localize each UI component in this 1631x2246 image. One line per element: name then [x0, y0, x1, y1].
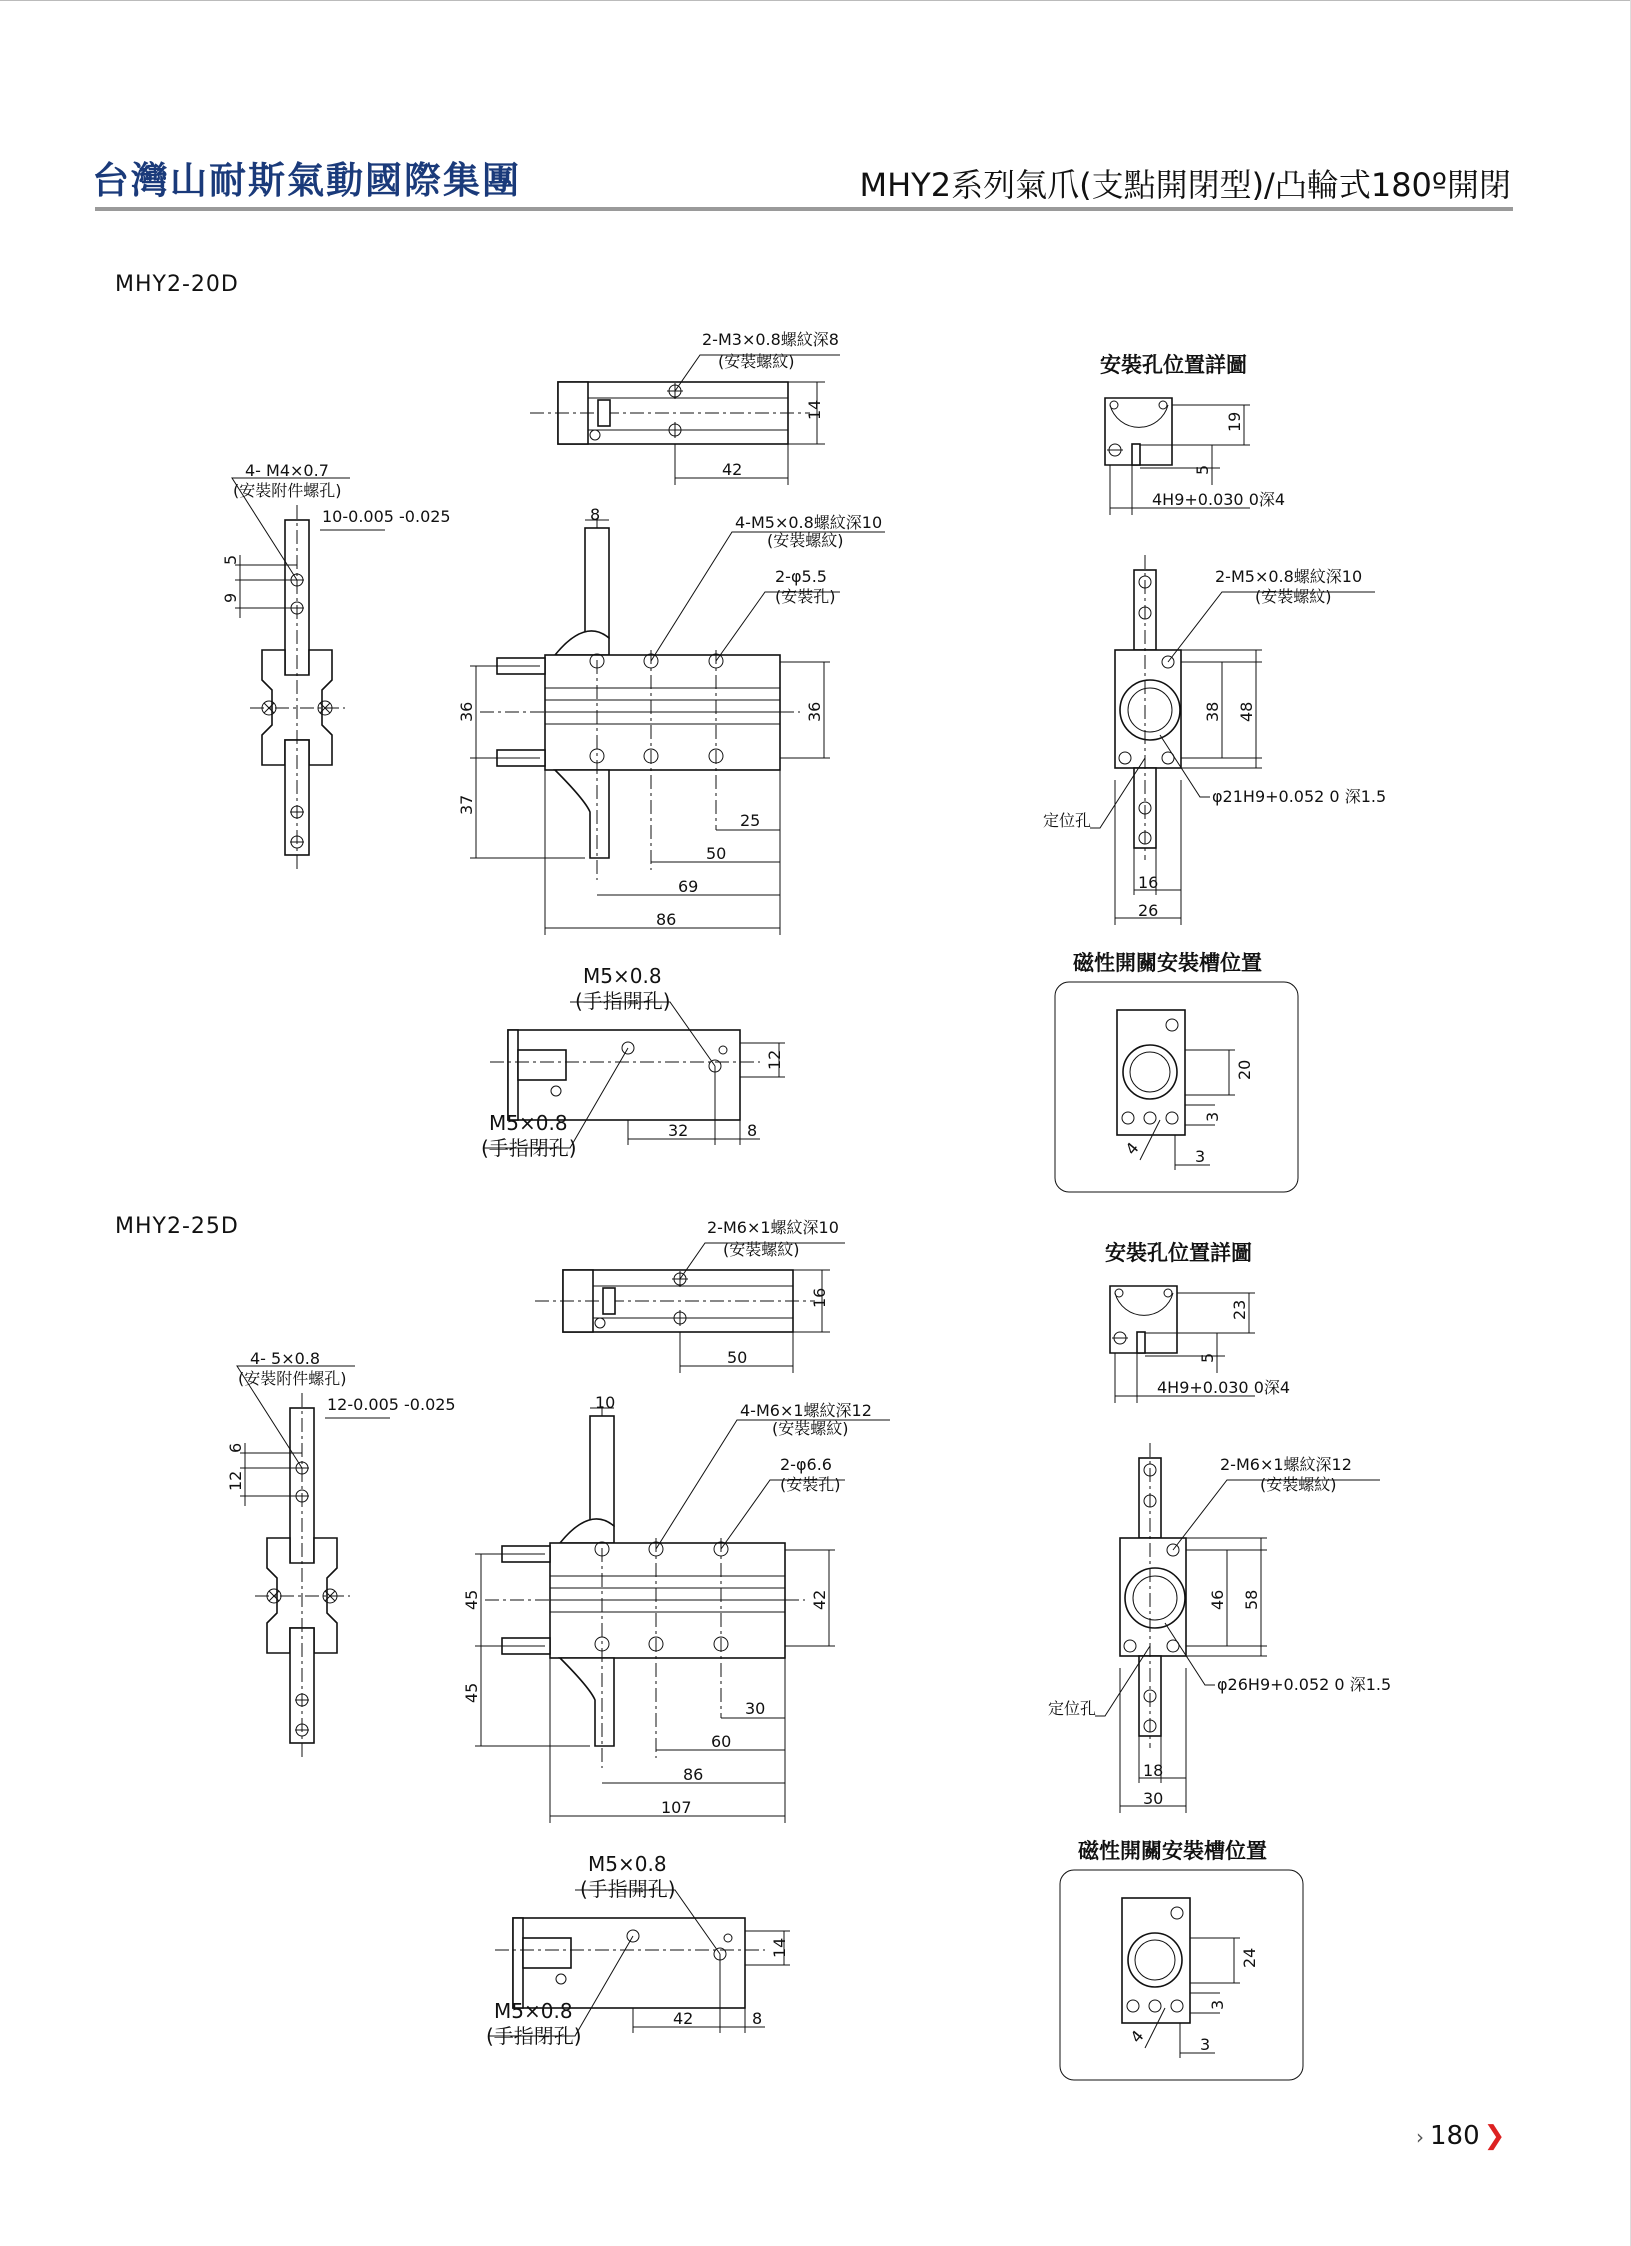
- top-view-thread-note-sub: (安裝螺紋): [723, 1240, 800, 1259]
- side-view-tolerance: 10-0.005 -0.025: [322, 507, 451, 526]
- top-view-thread-note: 2-M3×0.8螺紋深8: [702, 330, 839, 349]
- end-view-thread-note: 2-M5×0.8螺紋深10: [1215, 567, 1363, 586]
- front-view-dim-hr: 36: [805, 701, 824, 722]
- end-view-dim-16: 16: [1138, 873, 1159, 892]
- front-view-dim-b: 50: [706, 844, 727, 863]
- top-view-height-dim: 16: [810, 1287, 829, 1308]
- page-title: MHY2系列氣爪(支點開閉型)/凸輪式180º開閉: [859, 166, 1511, 204]
- bottom-view-close-port-sub: (手指閉孔): [481, 1136, 577, 1160]
- switch-slot-dim-4: 4: [1126, 2026, 1148, 2047]
- switch-slot-dim-20: 20: [1235, 1059, 1254, 1080]
- side-view-tolerance: 12-0.005 -0.025: [327, 1395, 456, 1414]
- bottom-view-dim-h: 12: [765, 1049, 784, 1070]
- bottom-view-dim-h: 14: [770, 1937, 789, 1958]
- switch-slot-dim-4: 4: [1121, 1138, 1143, 1159]
- detail-dim-5: 5: [1193, 464, 1212, 475]
- end-view: [1048, 1443, 1391, 1813]
- detail-dim-5: 5: [1198, 1352, 1217, 1363]
- front-view: [462, 1393, 890, 1823]
- front-view-hole-note-sub: (安裝孔): [775, 587, 836, 606]
- front-view: [457, 505, 885, 935]
- switch-slot-dim-3a: 3: [1208, 1999, 1227, 2010]
- end-view-dim-38: 46: [1208, 1589, 1227, 1610]
- front-view-hole-note-sub: (安裝孔): [780, 1475, 841, 1494]
- drawing-set-mhy2-20d: [221, 330, 1386, 1192]
- front-view-dim-d: 107: [661, 1798, 692, 1817]
- side-view-dim-1: 6: [226, 1442, 245, 1453]
- bottom-view-close-port-sub: (手指閉孔): [486, 2024, 582, 2048]
- end-view-dim-26: 30: [1143, 1789, 1164, 1808]
- end-view-dim-16: 18: [1143, 1761, 1164, 1780]
- top-view: [530, 330, 840, 485]
- brand-title: 台灣山耐斯氣動國際集團: [92, 158, 521, 202]
- bottom-view-open-port-sub: (手指開孔): [580, 1877, 676, 1901]
- bottom-view-open-port: M5×0.8: [588, 1852, 667, 1876]
- bottom-view: [486, 1852, 790, 2048]
- front-view-dim-h1: 36: [457, 701, 476, 722]
- side-view: [226, 1349, 456, 1758]
- front-view-thread-note: 4-M5×0.8螺紋深10: [735, 513, 883, 532]
- end-view-bore-note: φ21H9+0.052 0 深1.5: [1212, 787, 1387, 806]
- switch-slot-view: [1060, 1839, 1303, 2080]
- top-view-width-dim: 50: [727, 1348, 748, 1367]
- chevron-right-icon: ›: [1416, 2125, 1424, 2149]
- switch-slot-dim-20: 24: [1240, 1947, 1259, 1968]
- switch-slot-dim-3b: 3: [1200, 2035, 1211, 2054]
- switch-slot-view: [1055, 951, 1298, 1192]
- end-view: [1043, 555, 1386, 925]
- front-view-dim-c: 69: [678, 877, 699, 896]
- top-view-thread-note-sub: (安裝螺紋): [718, 352, 795, 371]
- end-view-locator-label: 定位孔: [1048, 1699, 1097, 1718]
- mount-hole-detail: [1105, 1241, 1290, 1403]
- top-view-thread-note: 2-M6×1螺紋深10: [707, 1218, 839, 1237]
- front-view-dim-hr: 42: [810, 1589, 829, 1610]
- page-number: [1416, 2121, 1505, 2151]
- detail-title: 安裝孔位置詳圖: [1105, 1241, 1252, 1265]
- bottom-view-open-port: M5×0.8: [583, 964, 662, 988]
- bottom-view-dim-8: 8: [747, 1121, 758, 1140]
- front-view-dim-h2: 45: [462, 1682, 481, 1703]
- end-view-locator-label: 定位孔: [1043, 811, 1092, 830]
- bottom-view-open-port-sub: (手指開孔): [575, 989, 671, 1013]
- end-view-bore-note: φ26H9+0.052 0 深1.5: [1217, 1675, 1392, 1694]
- front-view-dim-h2: 37: [457, 794, 476, 815]
- mount-hole-detail: [1100, 353, 1285, 515]
- side-view-thread-note: 4- M4×0.7: [245, 461, 329, 480]
- detail-title: 安裝孔位置詳圖: [1100, 353, 1247, 377]
- top-view-height-dim: 14: [805, 399, 824, 420]
- front-view-dim-a: 30: [745, 1699, 766, 1718]
- model-label-1: MHY2-20D: [115, 272, 239, 297]
- switch-slot-dim-3b: 3: [1195, 1147, 1206, 1166]
- page-number-value: 180: [1430, 2121, 1480, 2151]
- top-view-width-dim: 42: [722, 460, 743, 479]
- bottom-view-close-port: M5×0.8: [489, 1111, 568, 1135]
- front-view-dim-top: 8: [590, 505, 601, 524]
- detail-dim-19: 19: [1225, 411, 1244, 432]
- end-view-dim-26: 26: [1138, 901, 1159, 920]
- switch-slot-title: 磁性開關安裝槽位置: [1073, 951, 1262, 975]
- front-view-dim-h1: 45: [462, 1589, 481, 1610]
- detail-dim-19: 23: [1230, 1299, 1249, 1320]
- switch-slot-dim-3a: 3: [1203, 1111, 1222, 1122]
- end-view-dim-48: 58: [1242, 1589, 1261, 1610]
- end-view-dim-38: 38: [1203, 701, 1222, 722]
- side-view-dim-1: 5: [221, 554, 240, 565]
- model-label-2: MHY2-25D: [115, 1214, 239, 1239]
- front-view-dim-d: 86: [656, 910, 677, 929]
- front-view-thread-note-sub: (安裝螺紋): [767, 531, 844, 550]
- front-view-hole-note: 2-φ5.5: [775, 567, 827, 586]
- bottom-view-dim-8: 8: [752, 2009, 763, 2028]
- drawing-set-mhy2-25d: [226, 1218, 1391, 2080]
- front-view-thread-note: 4-M6×1螺紋深12: [740, 1401, 872, 1420]
- side-view-thread-note-sub: (安裝附件螺孔): [238, 1369, 347, 1388]
- bottom-view-dim-w: 42: [673, 2009, 694, 2028]
- front-view-dim-b: 60: [711, 1732, 732, 1751]
- bottom-view: [481, 964, 785, 1160]
- front-view-dim-a: 25: [740, 811, 761, 830]
- side-view-thread-note-sub: (安裝附件螺孔): [233, 481, 342, 500]
- front-view-thread-note-sub: (安裝螺紋): [772, 1419, 849, 1438]
- end-view-dim-48: 48: [1237, 701, 1256, 722]
- detail-tolerance-note: 4H9+0.030 0深4: [1152, 490, 1286, 509]
- arrow-right-icon: ❯: [1483, 2121, 1506, 2151]
- end-view-thread-note-sub: (安裝螺紋): [1255, 587, 1332, 606]
- end-view-thread-note: 2-M6×1螺紋深12: [1220, 1455, 1352, 1474]
- top-view: [535, 1218, 845, 1373]
- end-view-thread-note-sub: (安裝螺紋): [1260, 1475, 1337, 1494]
- bottom-view-close-port: M5×0.8: [494, 1999, 573, 2023]
- front-view-dim-c: 86: [683, 1765, 704, 1784]
- side-view-dim-2: 9: [221, 592, 240, 603]
- detail-tolerance-note: 4H9+0.030 0深4: [1157, 1378, 1291, 1397]
- bottom-view-dim-w: 32: [668, 1121, 689, 1140]
- side-view-thread-note: 4- 5×0.8: [250, 1349, 321, 1368]
- front-view-hole-note: 2-φ6.6: [780, 1455, 832, 1474]
- front-view-dim-top: 10: [595, 1393, 616, 1412]
- switch-slot-title: 磁性開關安裝槽位置: [1078, 1839, 1267, 1863]
- side-view: [221, 461, 451, 870]
- side-view-dim-2: 12: [226, 1470, 245, 1491]
